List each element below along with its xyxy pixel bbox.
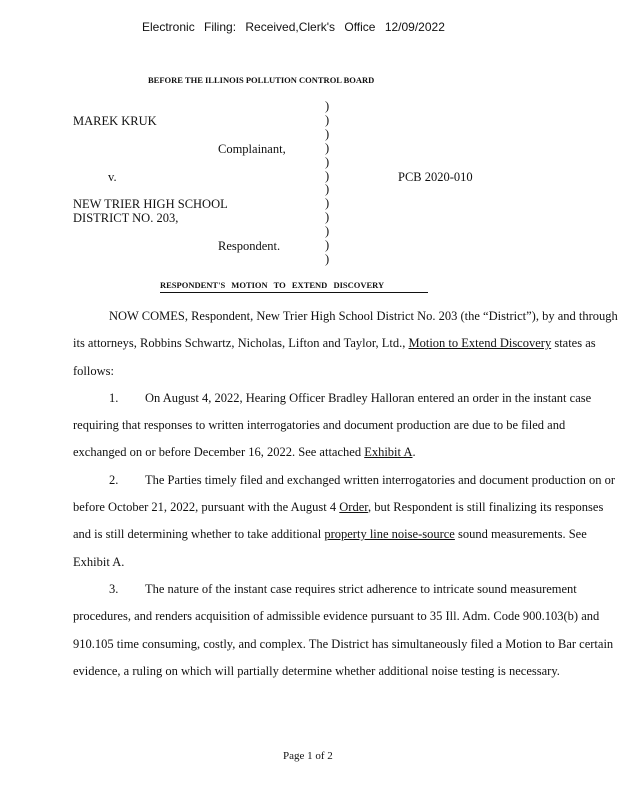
intro-paragraph [73, 303, 618, 385]
paragraph-text: The Parties timely filed and exchanged written interrogatories and document production on or before October 21, 2022, pursuant with the August 4 [73, 472, 615, 515]
noise-source-term: property line noise-source [324, 527, 455, 542]
intro-text-a: NOW COMES, Respondent, New Trier High School District No. 203 (the “District”), by and through its attorneys, Robbins Schwartz, Nicholas, Lifton and Taylor, Ltd., [73, 309, 618, 351]
motion-title: RESPONDENT'S MOTION TO EXTEND DISCOVERY [160, 280, 385, 290]
paragraph-1 [73, 385, 618, 467]
caption-paren: ) [325, 99, 330, 113]
board-heading: BEFORE THE ILLINOIS POLLUTION CONTROL BOARD [148, 75, 375, 85]
caption-paren: ) [325, 196, 330, 211]
paragraph-text: The nature of the instant case requires strict adherence to intricate sound measurement procedures, and renders acquisition of admissible evidence pursuant to 35 Ill. Adm. Code 900.103(b) and 910.105 time consuming, costly, and complex. The District has simultaneously filed a Motion to Bar certain evidence, a ruling on which will partially determine whether additional noise testing is necessary. [73, 581, 614, 678]
paragraph-number: 3. [109, 581, 119, 596]
caption-paren: ) [325, 251, 330, 266]
respondent-name-line1: NEW TRIER HIGH SCHOOL [73, 197, 228, 211]
caption-paren: ) [325, 140, 330, 155]
motion-name: Motion to Extend Discovery [408, 336, 552, 351]
caption-paren: ) [325, 182, 330, 197]
paragraph-text: sound measurements. See Exhibit A. [73, 527, 587, 569]
title-underline [160, 292, 428, 293]
motion-body [73, 303, 618, 685]
caption-paren: ) [325, 154, 330, 169]
complainant-name: MAREK KRUK [73, 114, 157, 128]
caption-paren: ) [325, 168, 330, 183]
respondent-name-line2: DISTRICT NO. 203, [73, 211, 179, 225]
page-footer: Page 1 of 2 [283, 750, 333, 762]
caption-paren: ) [325, 238, 330, 253]
caption-paren: ) [325, 112, 330, 127]
paragraph-number: 1. [109, 390, 119, 405]
complainant-role: Complainant, [218, 142, 286, 156]
paragraph-text: , but Respondent is still finalizing its responses and is still determining whether to take additional [73, 500, 604, 542]
caption-paren: ) [325, 210, 330, 225]
order-link[interactable]: Order [339, 500, 368, 515]
paragraph-text: . [412, 445, 416, 460]
respondent-role: Respondent. [218, 239, 281, 253]
paragraph-number: 2. [109, 472, 119, 487]
versus-label: v. [108, 170, 117, 184]
paragraph-text: On August 4, 2022, Hearing Officer Bradley Halloran entered an order in the instant case requiring that responses to written interrogatories and document production are due to be filed and exchanged on or before December 16, 2022. See attached [73, 390, 592, 460]
caption-paren: ) [325, 224, 330, 239]
intro-text-b: states as follows: [73, 336, 596, 378]
caption-paren: ) [325, 126, 330, 141]
case-number: PCB 2020-010 [398, 170, 473, 184]
exhibit-a-link[interactable]: Exhibit A [364, 445, 413, 460]
paragraph-2 [73, 467, 618, 576]
paragraph-3 [73, 576, 618, 685]
caption-bracket [325, 100, 329, 267]
filing-stamp: Electronic Filing: Received,Clerk's Office 12/09/2022 [142, 20, 445, 34]
